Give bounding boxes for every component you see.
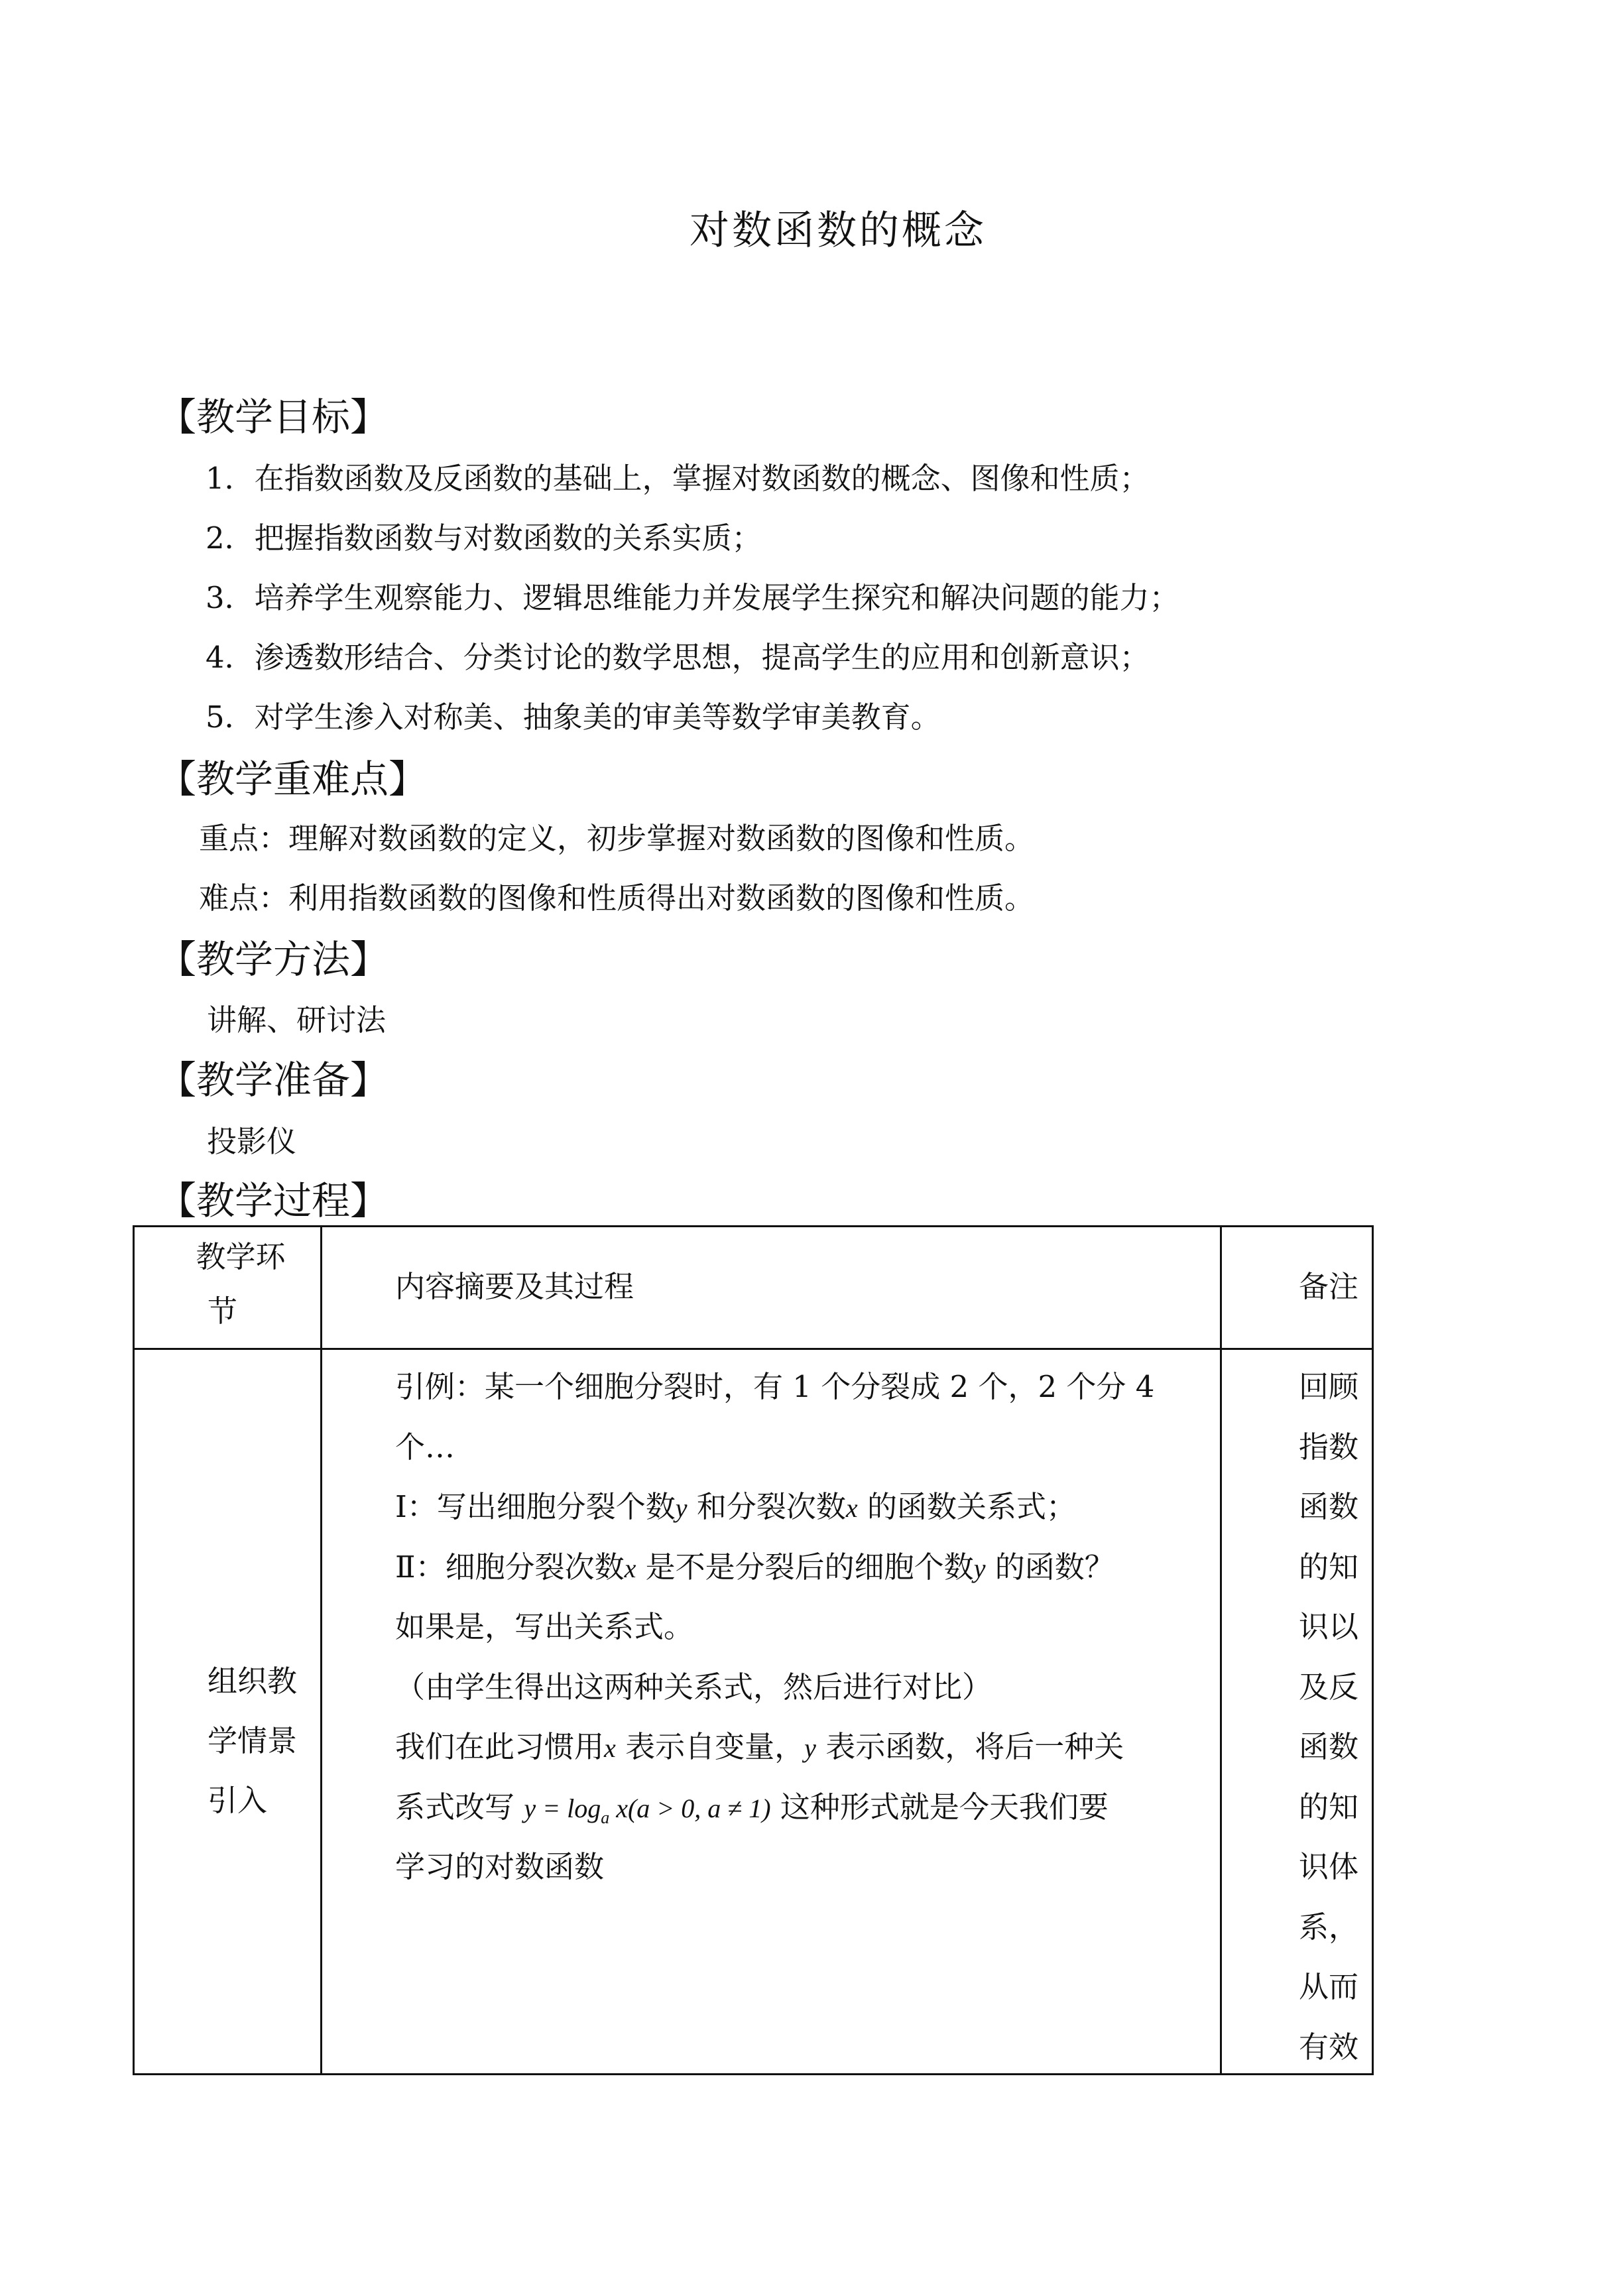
prep-text: 投影仪 (207, 1124, 297, 1159)
content-text: Ⅱ：细胞分裂次数 (395, 1549, 625, 1585)
content-text: 表示自变量， (625, 1729, 805, 1764)
content-line: 引例：某一个细胞分裂时，有 1 个分裂成 2 个，2 个分 4 (395, 1369, 1155, 1404)
content-line (395, 1717, 1154, 1778)
objectives-heading: 【教学目标】 (158, 394, 389, 440)
stage-cell (208, 1652, 297, 1831)
notes-line: 识以 (1299, 1609, 1359, 1644)
stage-line: 学情景 (208, 1723, 298, 1758)
table-divider (135, 1348, 1372, 1350)
content-text: 我们在此习惯用 (395, 1729, 605, 1764)
content-line (395, 1538, 1154, 1598)
method-heading: 【教学方法】 (158, 937, 389, 982)
content-line: 如果是，写出关系式。 (395, 1609, 694, 1644)
notes-line: 及反 (1299, 1669, 1359, 1705)
formula-lhs: y = log (524, 1793, 601, 1823)
stage-line: 引入 (208, 1783, 268, 1818)
notes-line: 有效 (1299, 2029, 1359, 2065)
objective-item-4: 4．渗透数形结合、分类讨论的数学思想，提高学生的应用和创新意识； (206, 640, 1150, 675)
variable-x: x (604, 1733, 616, 1763)
header-stage-line: 教学环 (196, 1239, 286, 1274)
objective-item-2: 2．把握指数函数与对数函数的关系实质； (206, 520, 762, 556)
variable-y: y (973, 1553, 986, 1583)
method-text: 讲解、研讨法 (207, 1002, 387, 1038)
formula-base: a (601, 1807, 610, 1827)
table-divider (1220, 1227, 1222, 2073)
objective-item-3: 3．培养学生观察能力、逻辑思维能力并发展学生探究和解决问题的能力； (206, 580, 1179, 615)
variable-y: y (804, 1733, 816, 1763)
stage-line: 组织教 (208, 1663, 298, 1699)
notes-line: 回顾 (1299, 1369, 1359, 1404)
notes-line: 指数 (1299, 1429, 1359, 1465)
key-point-text: 重点：理解对数函数的定义，初步掌握对数函数的图像和性质。 (199, 821, 1035, 856)
content-text: 这种形式就是今天我们要 (780, 1789, 1109, 1825)
content-text: 和分裂次数 (696, 1489, 846, 1524)
content-text: 系式改写 (395, 1789, 515, 1825)
header-notes: 备注 (1299, 1269, 1359, 1304)
formula-rhs: x(a > 0, a ≠ 1) (616, 1793, 771, 1823)
notes-line: 函数 (1299, 1729, 1359, 1764)
content-cell (395, 1357, 1154, 1898)
content-text: 的函数关系式； (867, 1489, 1076, 1524)
content-line: 个… (395, 1429, 455, 1465)
objective-item-5: 5．对学生渗入对称美、抽象美的审美等数学审美教育。 (206, 699, 941, 735)
notes-line: 函数 (1299, 1489, 1359, 1524)
content-text: 的函数？ (994, 1549, 1114, 1585)
content-line: 学习的对数函数 (395, 1849, 605, 1884)
process-table (133, 1225, 1374, 2075)
notes-line: 系， (1299, 1909, 1359, 1945)
table-divider (320, 1227, 322, 2073)
content-text: 是不是分裂后的细胞个数 (645, 1549, 974, 1585)
variable-x: x (845, 1493, 858, 1523)
key-points-heading: 【教学重难点】 (158, 756, 428, 802)
header-stage-line: 节 (208, 1294, 238, 1329)
variable-y: y (675, 1493, 688, 1523)
notes-cell (1299, 1357, 1358, 2077)
process-heading: 【教学过程】 (158, 1178, 389, 1223)
notes-line: 的知 (1299, 1789, 1359, 1825)
log-formula (524, 1793, 771, 1827)
content-line (395, 1477, 1154, 1538)
objective-item-1: 1．在指数函数及反函数的基础上，掌握对数函数的概念、图像和性质； (206, 461, 1150, 496)
header-stage (174, 1227, 307, 1341)
variable-x: x (624, 1553, 636, 1583)
notes-line: 的知 (1299, 1549, 1359, 1585)
document-title: 对数函数的概念 (690, 208, 987, 254)
content-text: 表示函数，将后一种关 (825, 1729, 1124, 1764)
content-text: Ⅰ：写出细胞分裂个数 (395, 1489, 676, 1524)
content-line: （由学生得出这两种关系式，然后进行对比） (395, 1669, 992, 1705)
header-content: 内容摘要及其过程 (395, 1269, 634, 1304)
difficult-point-text: 难点：利用指数函数的图像和性质得出对数函数的图像和性质。 (199, 880, 1035, 916)
notes-line: 从而 (1299, 1969, 1359, 2004)
content-line (395, 1778, 1154, 1838)
prep-heading: 【教学准备】 (158, 1057, 389, 1103)
notes-line: 识体 (1299, 1849, 1359, 1884)
